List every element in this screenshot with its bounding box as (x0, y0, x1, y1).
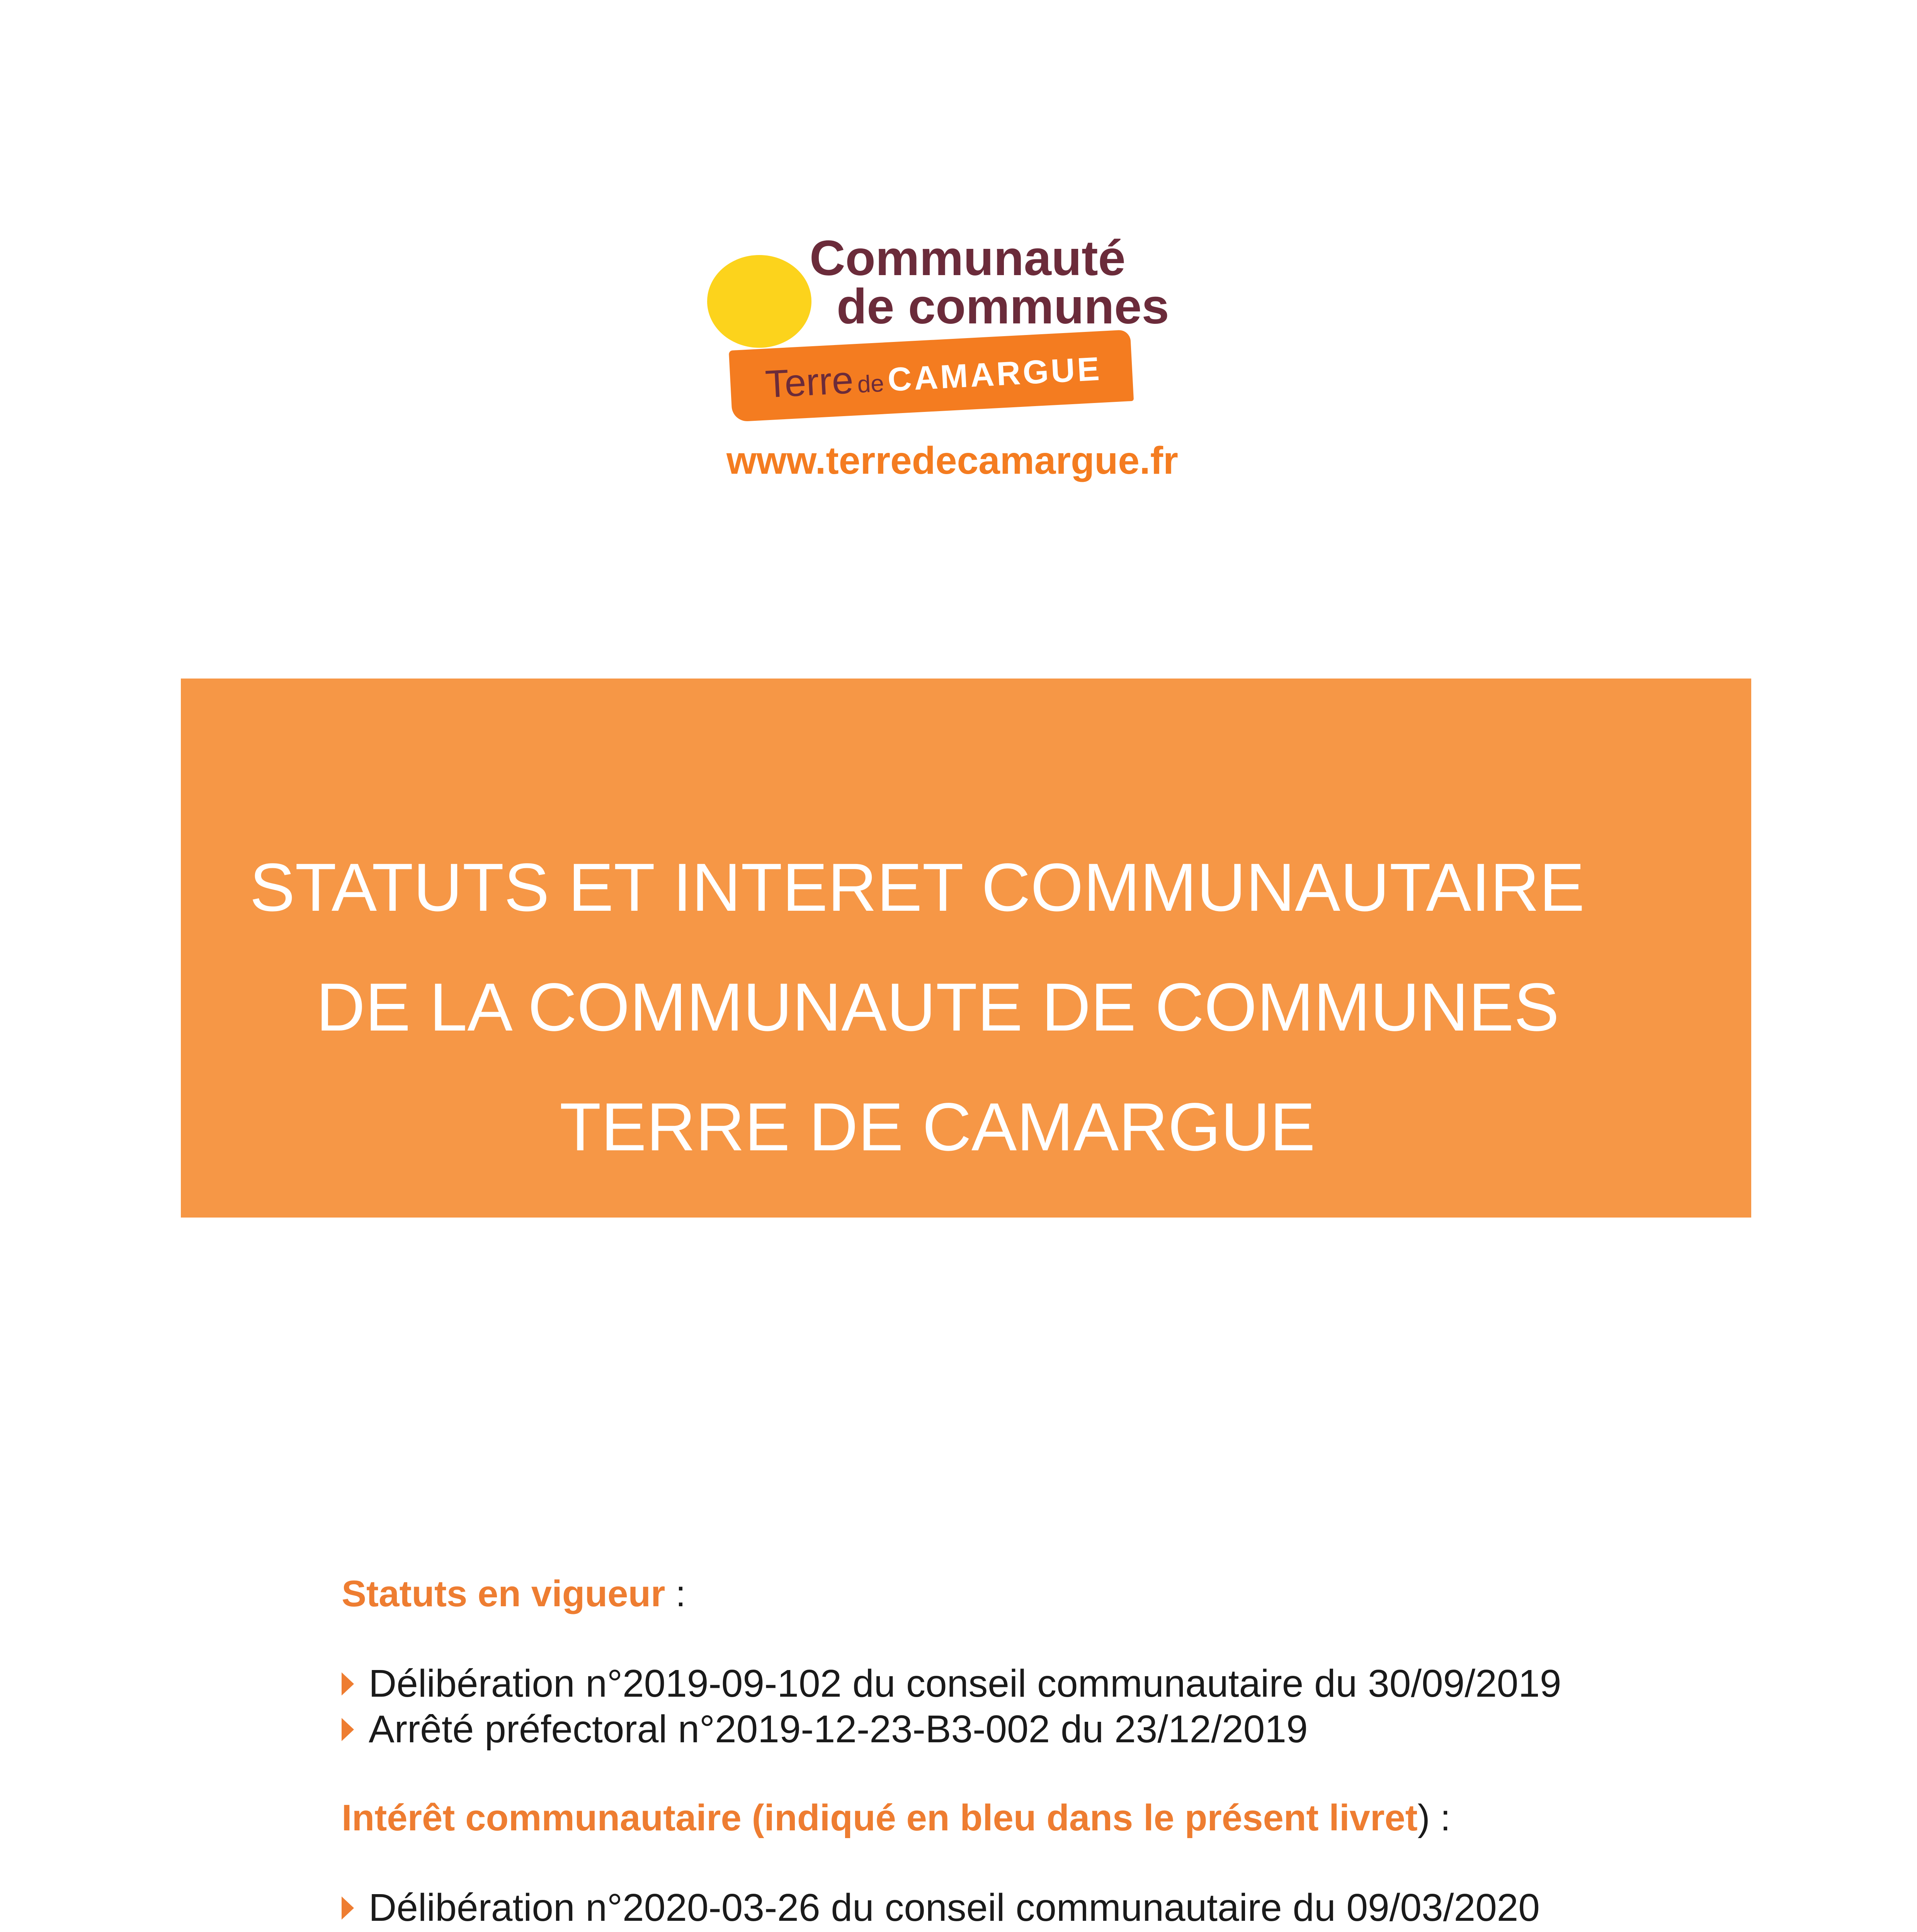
interet-heading-text: Intérêt communautaire (indiqué en bleu dans le présent livret (342, 1797, 1418, 1838)
logo-line-2: de communes (837, 279, 1169, 334)
title-line-3: TERRE DE CAMARGUE (560, 1089, 1315, 1165)
triangle-bullet-icon (342, 1896, 354, 1920)
logo-band-de: de (856, 370, 885, 398)
statuts-heading-colon: : (665, 1573, 686, 1614)
logo-line-1: Communauté (810, 231, 1126, 286)
list-item-text: Délibération n°2020-03-26 du conseil communautaire du 09/03/2020 (369, 1886, 1540, 1929)
interet-heading-colon: ) : (1417, 1797, 1451, 1838)
title-line-1: STATUTS ET INTERET COMMUNAUTAIRE (250, 850, 1585, 925)
statuts-heading (342, 1573, 686, 1615)
title-line-2: DE LA COMMUNAUTE DE COMMUNES (316, 969, 1560, 1045)
list-item (342, 1662, 1561, 1706)
logo-band-terre: Terre (764, 358, 855, 406)
list-item-text: Arrêté préfectoral n°2019-12-23-B3-002 du 23/12/2019 (369, 1708, 1308, 1751)
logo-band-camargue: CAMARGUE (886, 350, 1103, 399)
title-box (181, 679, 1751, 1218)
list-item-text: Délibération n°2019-09-102 du conseil communautaire du 30/09/2019 (369, 1662, 1561, 1705)
logo (707, 224, 1209, 495)
interet-heading (342, 1797, 1451, 1839)
list-item (342, 1886, 1540, 1930)
statuts-heading-text: Statuts en vigueur (342, 1573, 665, 1614)
triangle-bullet-icon (342, 1718, 354, 1741)
list-item (342, 1707, 1308, 1752)
logo-url: www.terredecamargue.fr (726, 439, 1178, 482)
triangle-bullet-icon (342, 1672, 354, 1696)
sun-icon (707, 255, 811, 348)
